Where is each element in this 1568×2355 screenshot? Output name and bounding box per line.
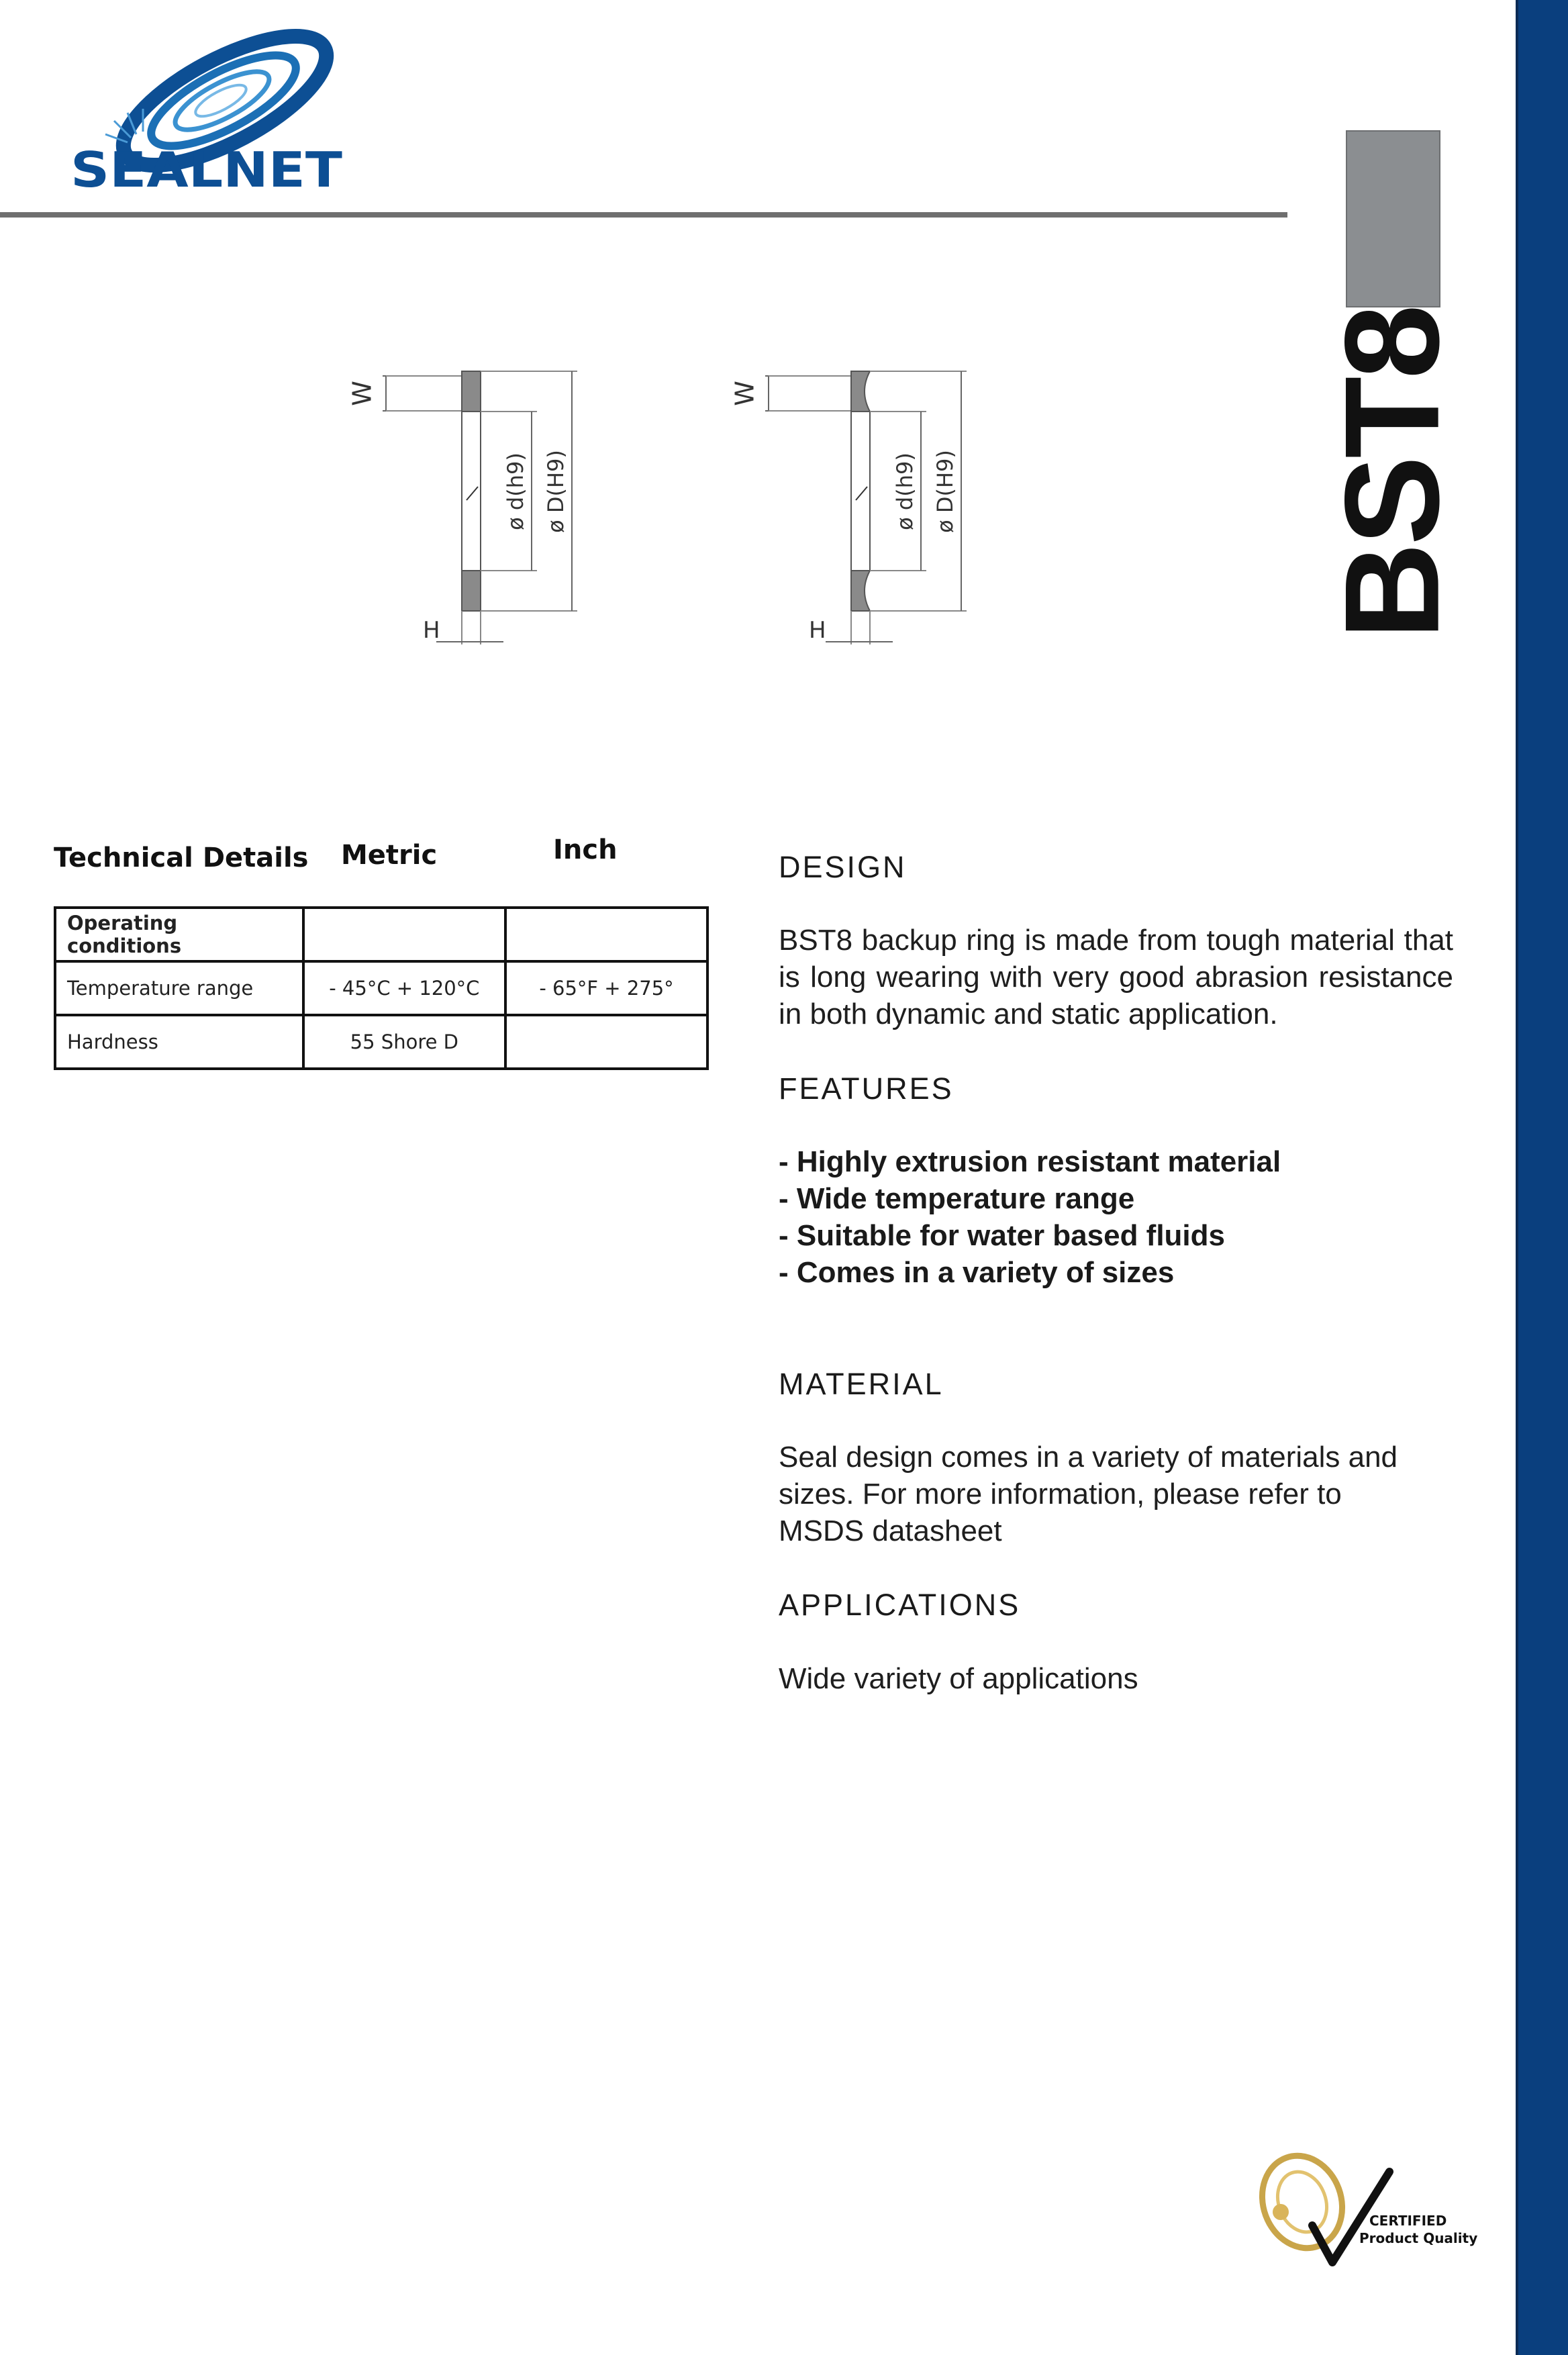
header-rule bbox=[0, 212, 1287, 218]
inch-column-header: Inch bbox=[553, 834, 618, 865]
sidebar-band bbox=[1516, 0, 1568, 2355]
row-inch bbox=[505, 1015, 707, 1069]
features-heading: FEATURES bbox=[779, 1071, 954, 1106]
ring-cross-section-drawings bbox=[322, 349, 1027, 698]
applications-text: Wide variety of applications bbox=[779, 1662, 1138, 1695]
material-line: sizes. For more information, please refer to bbox=[779, 1478, 1342, 1510]
material-line: MSDS datasheet bbox=[779, 1515, 1002, 1547]
label-d-outer-2: ø D(H9) bbox=[932, 450, 958, 533]
label-w-2: W bbox=[730, 381, 760, 406]
feature-item: - Highly extrusion resistant material bbox=[779, 1145, 1281, 1178]
row-label: Hardness bbox=[55, 1015, 303, 1069]
applications-heading: APPLICATIONS bbox=[779, 1588, 1021, 1622]
row-inch: - 65°F + 275° bbox=[505, 961, 707, 1015]
label-w-1: W bbox=[347, 381, 377, 406]
row-metric: - 45°C + 120°C bbox=[303, 961, 505, 1015]
features-list bbox=[779, 1143, 1453, 1291]
material-heading: MATERIAL bbox=[779, 1367, 944, 1401]
metric-column-header: Metric bbox=[341, 840, 438, 871]
gray-marker-block bbox=[1346, 130, 1440, 307]
feature-item: - Comes in a variety of sizes bbox=[779, 1256, 1175, 1289]
material-text bbox=[779, 1439, 1453, 1549]
label-h-2: H bbox=[809, 617, 826, 644]
sealnet-logo bbox=[64, 27, 352, 198]
design-text bbox=[779, 922, 1453, 1032]
certified-label: CERTIFIED bbox=[1369, 2213, 1447, 2229]
drawing-concave-ring bbox=[730, 371, 967, 644]
table-row bbox=[55, 908, 707, 961]
design-text-body: BST8 backup ring is made from tough material that is long wearing with very good abrasion resistance in both dynamic and static application. bbox=[779, 924, 1453, 1030]
certification-badge bbox=[1248, 2145, 1478, 2279]
row-label: Operating conditions bbox=[55, 908, 303, 961]
design-heading: DESIGN bbox=[779, 850, 907, 884]
product-quality-label: Product Quality bbox=[1359, 2230, 1478, 2246]
technical-details-title: Technical Details bbox=[54, 843, 309, 873]
feature-item: - Wide temperature range bbox=[779, 1182, 1135, 1215]
table-row bbox=[55, 1015, 707, 1069]
row-metric: 55 Shore D bbox=[303, 1015, 505, 1069]
label-d-inner-2: ø d(h9) bbox=[892, 452, 918, 530]
table-row bbox=[55, 961, 707, 1015]
row-inch bbox=[505, 908, 707, 961]
material-line: Seal design comes in a variety of materials and bbox=[779, 1441, 1398, 1474]
label-h-1: H bbox=[423, 617, 440, 644]
product-code-vertical bbox=[1318, 307, 1468, 640]
row-metric bbox=[303, 908, 505, 961]
label-d-outer-1: ø D(H9) bbox=[543, 450, 569, 533]
technical-details-table bbox=[54, 906, 709, 1070]
feature-item: - Suitable for water based fluids bbox=[779, 1219, 1226, 1252]
product-code: BST8 bbox=[1318, 307, 1468, 640]
drawing-solid-ring bbox=[348, 371, 578, 644]
logo-wordmark: SEALNET bbox=[70, 142, 342, 198]
row-label: Temperature range bbox=[55, 961, 303, 1015]
label-d-inner-1: ø d(h9) bbox=[503, 452, 528, 530]
